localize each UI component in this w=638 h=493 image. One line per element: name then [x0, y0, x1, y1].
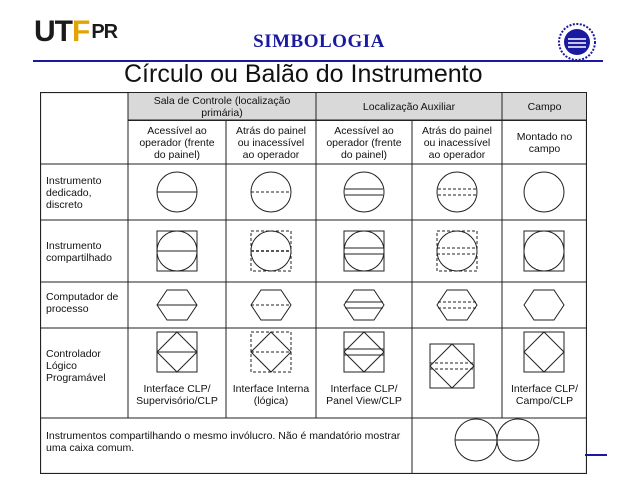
symbol-computer-aux-behind — [437, 290, 477, 320]
symbol-shared-main-behind — [251, 231, 291, 271]
symbol-shared-aux-front — [344, 231, 384, 271]
symbol-computer-aux-front — [344, 290, 384, 320]
utfpr-logo: UTF $^{PR}$ — [34, 15, 118, 48]
column-header-aux-behind: Atrás do painel ou inacessível ao operador — [421, 125, 493, 161]
plc-caption-aux-front: Interface CLP/ Panel View/CLP — [326, 383, 402, 407]
plc-caption-field: Interface CLP/ Campo/CLP — [510, 383, 579, 407]
column-header-main-behind: Atrás do painel ou inacessível ao operador — [235, 125, 307, 161]
group-header-control-room: Sala de Controle (localização primária) — [153, 95, 291, 119]
symbol-dedicated-main-front — [157, 172, 197, 212]
symbol-dedicated-aux-behind — [437, 172, 477, 212]
symbol-table — [40, 92, 587, 474]
university-seal-icon — [557, 22, 597, 62]
symbol-computer-field — [524, 290, 564, 320]
section-title: SIMBOLOGIA — [253, 31, 385, 52]
row-label-shared: Instrumento compartilhado — [46, 240, 112, 264]
row-label-dedicated: Instrumento dedicado, discreto — [46, 175, 102, 211]
plc-caption-main-behind: Interface Interna (lógica) — [232, 383, 310, 407]
symbol-plc-main-behind — [251, 332, 291, 372]
footer-note: Instrumentos compartilhando o mesmo invólucro. Não é mandatório mostrar uma caixa comum. — [46, 430, 401, 454]
symbol-plc-aux-behind — [430, 344, 474, 388]
symbol-shared-enclosure — [455, 419, 539, 461]
slide-header — [0, 0, 638, 64]
symbol-plc-main-front — [157, 332, 197, 372]
symbol-plc-field — [524, 332, 564, 372]
group-header-auxiliary: Localização Auxiliar — [362, 101, 456, 113]
symbol-computer-main-front — [157, 290, 197, 320]
accent-line — [585, 454, 607, 456]
symbol-shared-aux-behind — [437, 231, 477, 271]
plc-caption-main-front: Interface CLP/ Supervisório/CLP — [136, 383, 218, 407]
symbol-dedicated-main-behind — [251, 172, 291, 212]
symbol-computer-main-behind — [251, 290, 291, 320]
row-label-plc: Controlador Lógico Programável — [46, 348, 106, 384]
symbol-shared-main-front — [157, 231, 197, 271]
column-header-main-front: Acessível ao operador (frente do painel) — [139, 125, 215, 161]
column-header-field: Montado no campo — [516, 131, 573, 155]
slide-title: Círculo ou Balão do Instrumento — [124, 60, 483, 88]
column-header-aux-front: Acessível ao operador (frente do painel) — [326, 125, 402, 161]
symbol-dedicated-aux-front — [344, 172, 384, 212]
group-header-field: Campo — [527, 101, 562, 113]
symbol-dedicated-field — [524, 172, 564, 212]
symbol-shared-field — [524, 231, 564, 271]
row-label-computer: Computador de processo — [46, 291, 119, 315]
symbol-plc-aux-front — [344, 332, 384, 372]
